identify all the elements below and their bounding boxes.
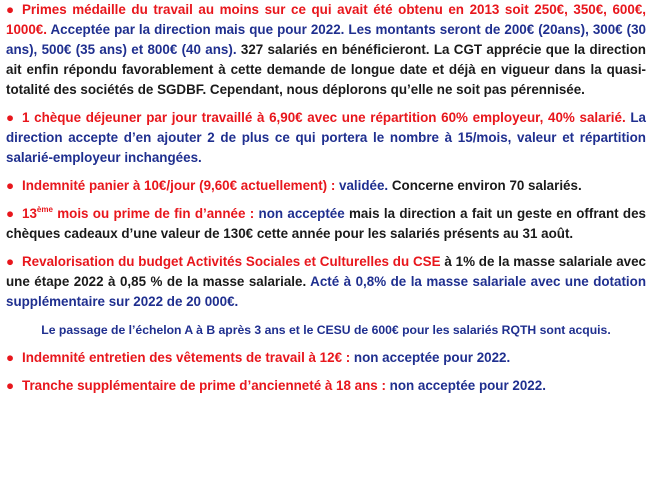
text-segment: Tranche supplémentaire de prime d’ancienneté à 18 ans : <box>22 378 390 393</box>
text-segment: La direction accepte d’en ajouter 2 de plus ce qui portera le nombre à 15/mois, valeur et répartition salarié-employeur inchangées. <box>6 110 646 165</box>
bullet-icon: ● <box>6 2 15 17</box>
bullet-icon: ● <box>6 378 15 393</box>
text-segment: non acceptée pour 2022. <box>389 378 546 393</box>
text-segment: Indemnité entretien des vêtements de travail à 12€ : <box>22 350 354 365</box>
text-segment: Indemnité panier à 10€/jour (9,60€ actuellement) : <box>22 178 340 193</box>
bullet-icon: ● <box>6 350 15 365</box>
demand-item-2 <box>6 108 646 168</box>
text-segment: Concerne environ 70 salariés. <box>388 178 582 193</box>
text-segment: mois ou prime de fin d’année : <box>52 206 259 221</box>
demand-item-3 <box>6 176 646 196</box>
text-segment: Primes médaille du travail au moins sur ce qui avait été obtenu en 2013 soit 250€, 350€, 600€, 1000€. <box>6 2 646 37</box>
text-segment: 13 <box>22 206 37 221</box>
text-segment: validée. <box>339 178 389 193</box>
bullet-icon: ● <box>6 110 15 125</box>
text-segment: à 1% de la masse salariale avec une étape 2022 à 0,85 % de la masse salariale. <box>6 254 646 289</box>
demands-list-tail <box>6 348 646 396</box>
bullet-icon: ● <box>6 178 15 193</box>
demand-item-tail-2 <box>6 376 646 396</box>
demands-list <box>6 0 646 312</box>
document-page <box>6 0 646 404</box>
bullet-icon: ● <box>6 206 15 221</box>
text-segment: Acté à 0,8% de la masse salariale avec une dotation supplémentaire sur 2022 de 20 000€. <box>6 274 646 309</box>
demand-item-1 <box>6 0 646 100</box>
text-segment: non acceptée <box>258 206 345 221</box>
demand-item-tail-1 <box>6 348 646 368</box>
text-segment: mais la direction a fait un geste en offrant des chèques cadeaux d’une valeur de 130€ cette année pour les salariés présents au 31 août. <box>6 206 646 241</box>
text-segment: 1 chèque déjeuner par jour travaillé à 6,90€ avec une répartition 60% employeur, 40% salarié. <box>22 110 626 125</box>
text-segment: Revalorisation du budget Activités Sociales et Culturelles du CSE <box>22 254 441 269</box>
text-segment: ème <box>36 205 53 214</box>
text-segment: Acceptée par la direction mais que pour 2022. Les montants seront de 200€ (20ans), 300€ (30 ans), 500€ (35 ans) et 800€ (40 ans). <box>6 22 646 57</box>
bullet-icon: ● <box>6 254 15 269</box>
text-segment: 327 salariés en bénéficieront. La CGT apprécie que la direction ait enfin répondu favorablement à cette demande de longue date et déjà en vigueur dans la quasi-totalité des sociétés de SGDBF. Cependant, nous déplorons qu’elle ne soit pas pérennisée. <box>6 42 646 97</box>
demand-item-5 <box>6 252 646 312</box>
text-segment: non acceptée pour 2022. <box>353 350 511 365</box>
acquired-note: Le passage de l’échelon A à B après 3 ans et le CESU de 600€ pour les salariés RQTH sont acquis. <box>41 323 611 337</box>
demand-item-4 <box>6 204 646 244</box>
